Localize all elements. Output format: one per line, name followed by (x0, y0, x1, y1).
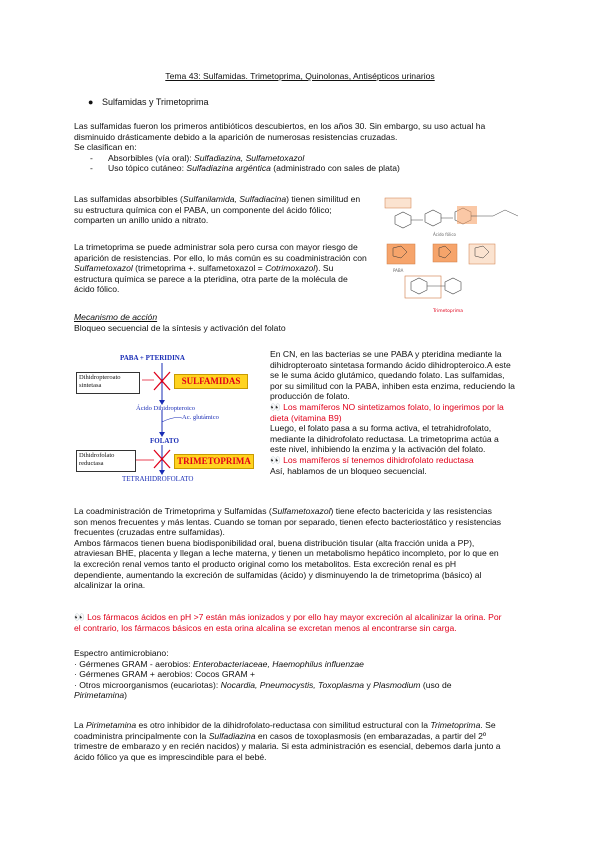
folate-pathway-diagram (74, 350, 264, 483)
ph-note: 👀 Los fármacos ácidos en pH >7 están más ionizados y por ello hay mayor excreción al alcalinizar la orina. Por el contrario, los fármacos básicos en esta orina alcalina se excretan menos al encontrarse sin carga. (74, 612, 502, 633)
paba-pteridina-label: PABA + PTERIDINA (120, 354, 185, 362)
intro-paragraph: Las sulfamidas fueron los primeros antibióticos descubiertos, en los años 30. Sin embargo, su uso actual ha disminuido drásticamente debido a la aparición de numerosas resistencias cruzadas. Se clasifican en: - Absorbibles (vía oral): Sulfadiazina, Sulfametoxazol - Uso tópico cutáneo: Sulfadiazina argéntica (administrado con sales de plata) (74, 121, 486, 174)
pirimetamina-paragraph: La Pirimetamina es otro inhibidor de la dihidrofolato-reductasa con similitud estructural con la Trimetoprima. Se coadministra principalmente con la Sulfadiazina en casos de toxoplasmosis (en embarazadas, a partir del 2º trimestre de embarazo y en recién nacidos) y malaria. Si esta administración es esencial, debemos darla junto a ácido fólico ya que es imprescindible para el bebé. (74, 720, 501, 762)
folic-acid-label: Ácido fólico (433, 232, 456, 237)
dihidropteroico-label: Ácido Dihidropteroico (136, 405, 196, 412)
bullet-text: Sulfamidas y Trimetoprima (102, 97, 209, 107)
eyes-icon: 👀 (270, 454, 284, 465)
absorbibles-paragraph: Las sulfamidas absorbibles (Sulfanilamida, Sulfadiacina) tienen similitud en su estructura química con el PABA, un componente del ácido fólico; comparten un anillo unido a nitrato. (74, 194, 361, 226)
coadministracion-paragraph: La coadministración de Trimetoprima y Sulfamidas (Sulfametoxazol) tiene efecto bactericida y las resistencias son menos frecuentes y más lentas. Cuando se toman por separado, tienen efecto bacteriostático y resistencias frecuentes (cruzadas entre sulfamidas). Ambos fármacos tienen buena biodisponibilidad oral, buena distribución tisular (alta fracción unida a PP), atraviesan BHE, placenta y llegan a leche materna, y tienen un metabolismo hepático incompleto, por lo que en la excreción renal vemos tanto el producto original como los metabolitos. Esta excreción renal es pH dependiente, aumentando la excreción de sulfamidas (ácido) y disminuyendo la de trimetoprima (básico) al alcalinizar la orina. (74, 506, 502, 591)
eyes-icon: 👀 (270, 401, 284, 412)
page-title: Tema 43: Sulfamidas. Trimetoprima, Quinolonas, Antisépticos urinarios (165, 71, 435, 81)
eyes-icon: 👀 (74, 612, 88, 622)
glutamico-label: Ac. glutámico (182, 414, 219, 421)
folato-label: FOLATO (150, 437, 179, 445)
sulfamidas-box: SULFAMIDAS (174, 374, 248, 389)
paba-label: PABA (393, 268, 404, 273)
espectro-section: Espectro antimicrobiano: · Gérmenes GRAM - aerobios: Enterobacteriaceae, Haemophilus influenzae · Gérmenes GRAM + aerobios: Cocos GRAM + · Otros microorganismos (eucariotas): Nocardia, Pneumocystis, Toxoplasma y Plasmodium (uso de Pirimetamina) (74, 648, 452, 701)
trimetoprima-box: TRIMETOPRIMA (174, 454, 254, 469)
section-bullet: ● Sulfamidas y Trimetoprima (88, 97, 209, 107)
cn-paragraph: En CN, en las bacterias se une PABA y pteridina mediante la dihidropteroato sintetasa formando ácido dihidropteroico.A este se le suma ácido glutámico, quedando folato. Las sulfamidas, por su similitud con la PABA, inhiben esta enzima, reduciendo la producción de folato. 👀 Los mamíferos NO sintetizamos folato, lo ingerimos por la dieta (vitamina B9) Luego, el folato pasa a su forma activa, el tetrahidrofolato, mediante la dihidrofolato reductasa. La trimetoprima actúa a este nivel, inhibiendo la enzima y la activación del folato. 👀 Los mamíferos sí tenemos dihidrofolato reductasa Así, hablamos de un bloqueo secuencial. (270, 349, 515, 476)
trimetoprima-chem-label: Trimetoprima (433, 309, 463, 314)
trimetoprima-paragraph: La trimetoprima se puede administrar sola pero cursa con mayor riesgo de aparición de resistencias. Por ello, lo más común es su coadministración con Sulfametoxazol (trimetoprima +. sulfametoxazol = Cotrimoxazol). Su estructura química se parece a la pteridina, otra parte de la molécula de ácido fólico. (74, 242, 367, 295)
enzyme2-box: Dihidrofolato reductasa (76, 450, 136, 472)
enzyme1-box: Dihidropteroato sintetasa (76, 372, 140, 394)
tetrahidrofolato-label: TETRAHIDROFOLATO (122, 475, 194, 483)
mecanismo-heading: Mecanismo de acción Bloqueo secuencial de la síntesis y activación del folato (74, 312, 286, 333)
chemical-structures-svg (373, 196, 533, 320)
chemical-structures-figure (373, 196, 533, 320)
